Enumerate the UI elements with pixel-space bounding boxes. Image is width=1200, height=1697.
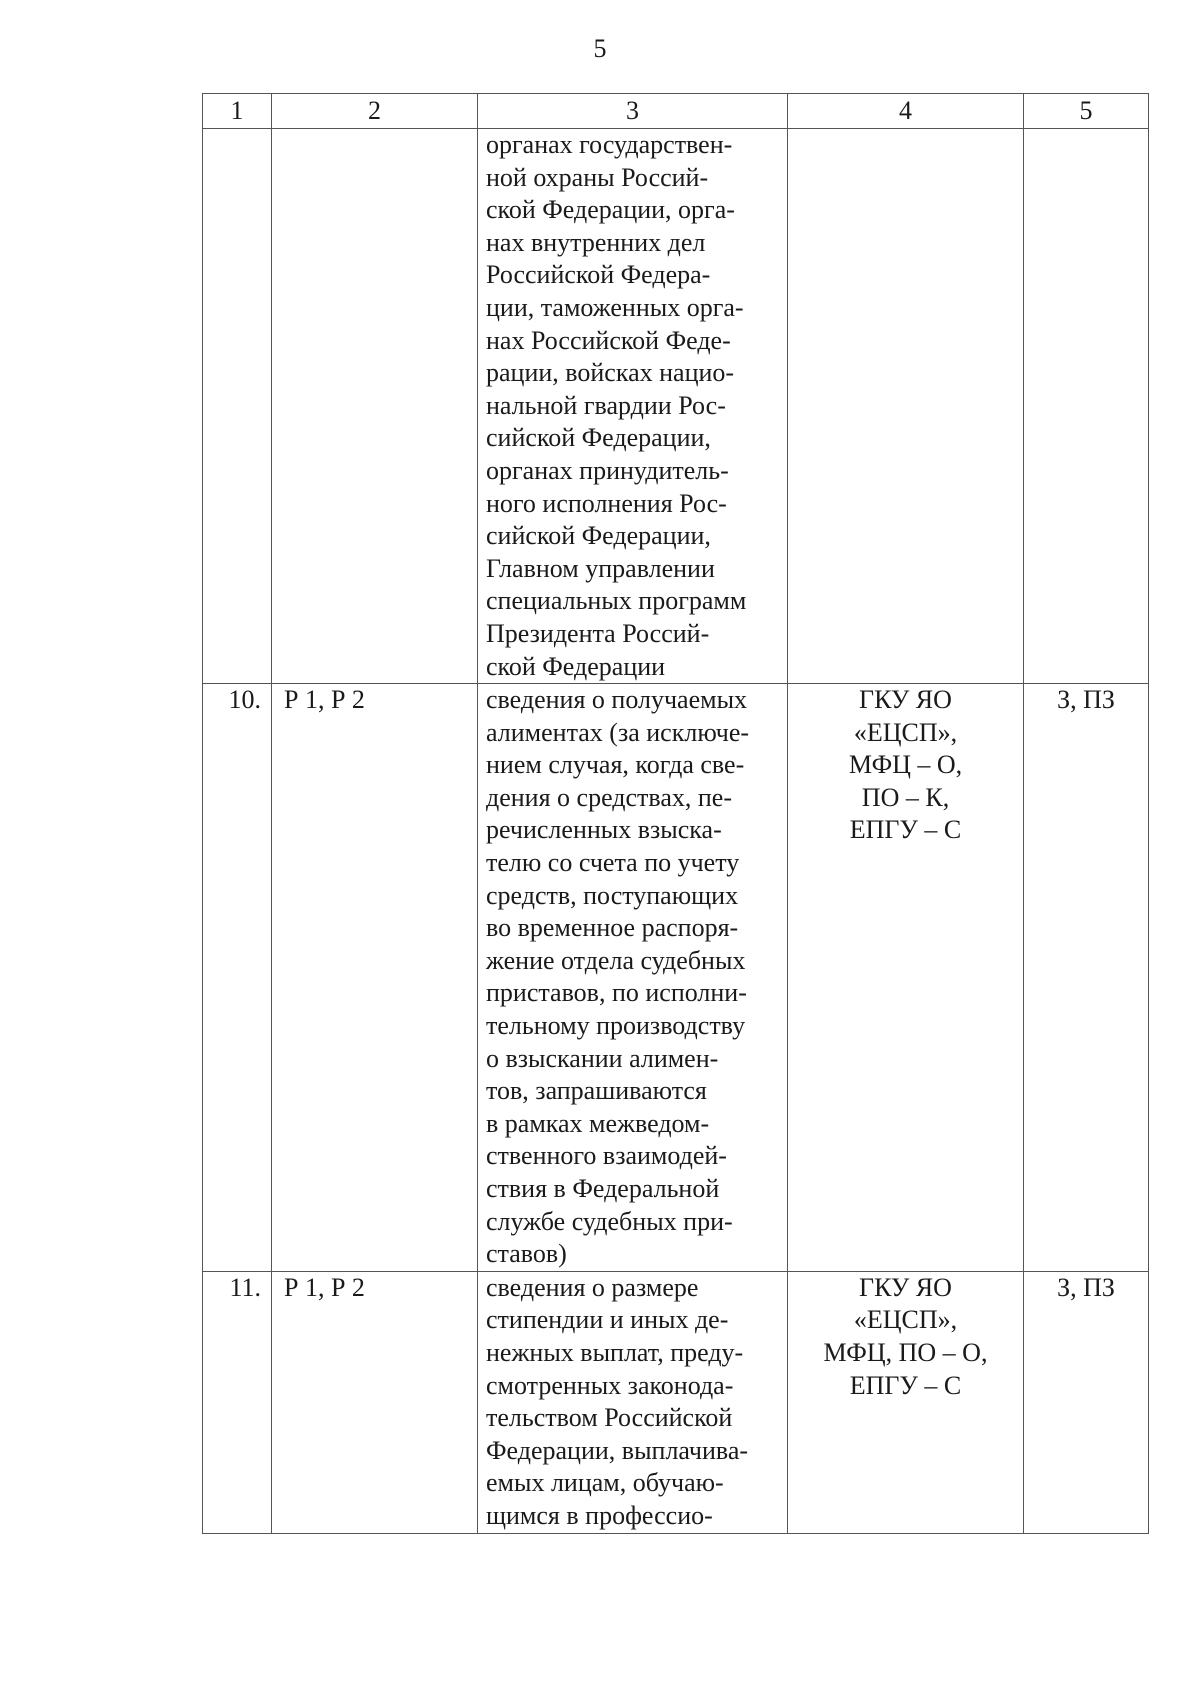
description-line: ной охраны Россий- [486,162,709,192]
form-cell: З, ПЗ [1024,1271,1149,1533]
source-line: МФЦ, ПО – О, [823,1337,988,1367]
document-table [202,93,1149,1534]
page-number: 5 [593,34,607,63]
header-cell-5: 5 [1024,94,1149,129]
description-line: приставов, по исполни- [486,978,747,1008]
form-cell [1024,129,1149,684]
header-cell-1: 1 [203,94,272,129]
description-line: ного исполнения Рос- [486,488,727,518]
description-line: Федерации, выплачива- [486,1435,749,1465]
description-line: специальных программ [486,586,747,616]
description-line: щимся в профессио- [486,1500,713,1530]
description-line: Главном управлении [486,553,715,583]
requirements-cell [272,129,478,684]
table-row [203,129,1149,684]
description-cell [478,1271,788,1533]
description-line: ской Федерации [486,651,666,681]
description-line: емых лицам, обучаю- [486,1468,724,1498]
table-row [203,684,1149,1272]
description-line: рации, войсках нацио- [486,358,735,388]
description-line: нальной гвардии Рос- [486,390,726,420]
source-line: «ЕЦСП», [853,1305,958,1335]
description-line: во временное распоря- [486,913,739,943]
description-line: нием случая, когда све- [486,750,745,780]
requirements-cell: Р 1, Р 2 [272,1271,478,1533]
description-line: в рамках межведом- [486,1108,710,1138]
description-cell [478,684,788,1272]
requirements-cell: Р 1, Р 2 [272,684,478,1272]
description-line: ставов) [486,1239,567,1269]
description-line: жение отдела судебных [486,945,746,975]
description-line: сийской Федерации, [486,423,711,453]
description-line: нежных выплат, преду- [486,1337,744,1367]
description-line: сведения о размере [486,1272,699,1302]
source-line: ЕПГУ – С [849,1370,962,1400]
row-number-cell [203,129,272,684]
description-line: алиментах (за исключе- [486,717,750,747]
source-line: ГКУ ЯО [859,685,952,715]
header-cell-2: 2 [272,94,478,129]
description-line: тельному производству [486,1011,746,1041]
source-line: ПО – К, [861,782,950,812]
description-line: нах внутренних дел [486,227,706,257]
description-line: Российской Федера- [486,260,711,290]
description-line: нах Российской Феде- [486,325,731,355]
source-cell [788,1271,1024,1533]
row-number-cell: 11. [203,1271,272,1533]
description-line: органах принудитель- [486,455,729,485]
description-line: ции, таможенных орга- [486,292,744,322]
table-header-row [203,94,1149,129]
description-line: тов, запрашиваются [486,1076,707,1106]
description-line: ствия в Федеральной [486,1174,720,1203]
description-line: смотренных законода- [486,1370,734,1400]
row-number-cell: 10. [203,684,272,1272]
description-line: тельством Российской [486,1403,733,1433]
description-line: сведения о получаемых [486,685,748,715]
header-cell-3: 3 [478,94,788,129]
description-line: дения о средствах, пе- [486,782,733,812]
source-line: ЕПГУ – С [849,815,962,845]
source-line: «ЕЦСП», [853,717,958,747]
description-line: стипендии и иных де- [486,1305,729,1335]
description-line: сийской Федерации, [486,521,711,551]
source-cell [788,129,1024,684]
description-line: речисленных взыска- [486,815,722,845]
description-cell [478,129,788,684]
description-line: органах государствен- [486,130,733,159]
description-line: ственного взаимодей- [486,1141,727,1171]
source-line: МФЦ – О, [848,750,963,780]
table-row [203,1271,1149,1533]
description-line: средств, поступающих [486,880,739,910]
description-line: о взыскании алимен- [486,1043,719,1073]
form-cell: З, ПЗ [1024,684,1149,1272]
source-line: ГКУ ЯО [859,1272,952,1302]
description-line: Президента Россий- [486,618,710,648]
description-line: ской Федерации, орга- [486,195,735,225]
source-cell [788,684,1024,1272]
header-cell-4: 4 [788,94,1024,129]
description-line: службе судебных при- [486,1206,733,1236]
description-line: телю со счета по учету [486,848,740,878]
